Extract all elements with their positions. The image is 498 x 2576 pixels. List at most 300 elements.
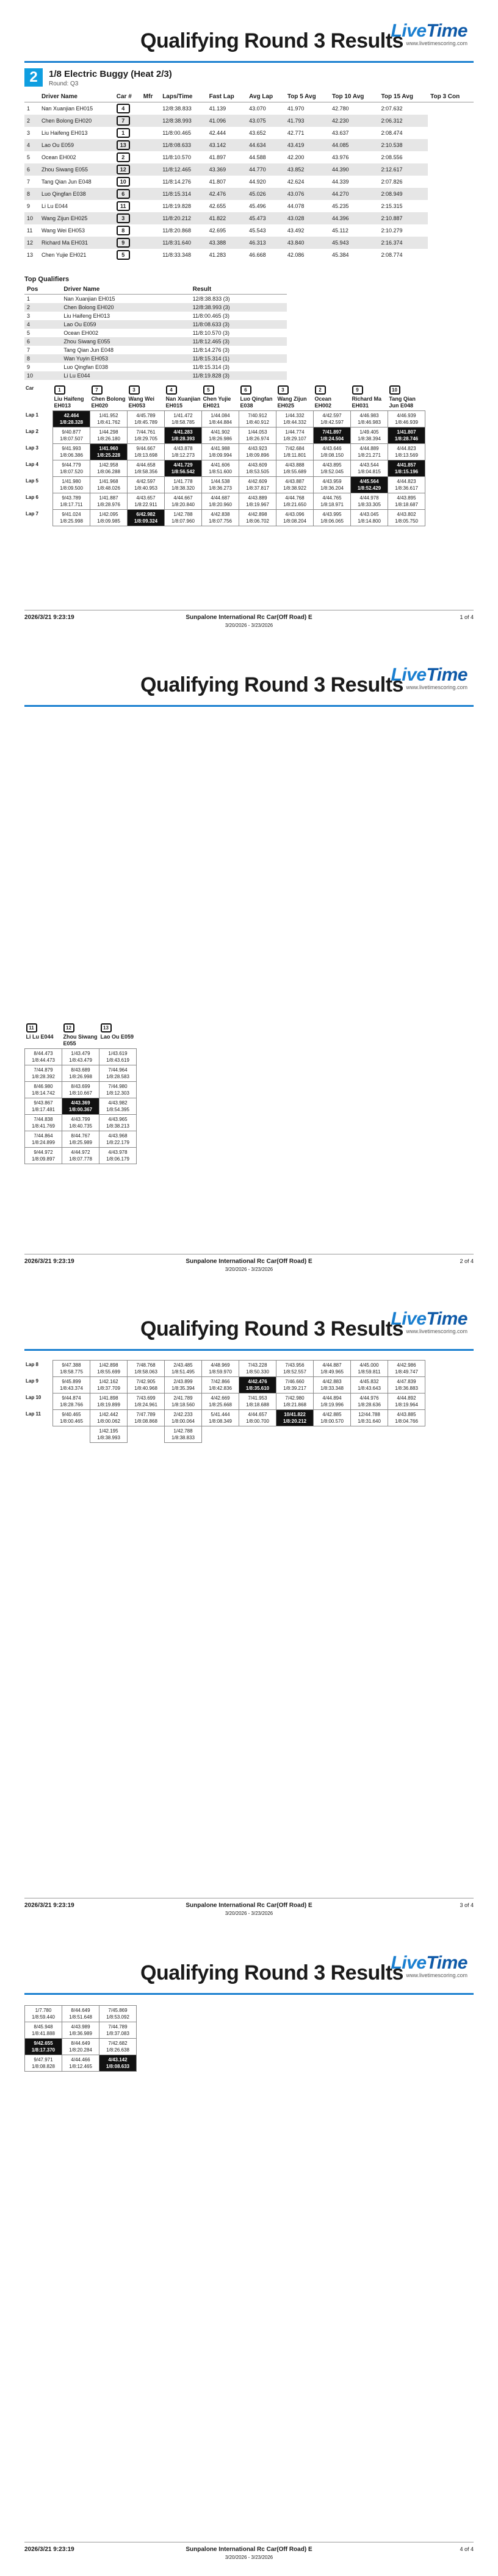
- fast-lap-cell: [165, 460, 202, 477]
- lap-time: 9/40.877: [62, 429, 81, 435]
- elapsed-time: 1/8:51.648: [69, 2014, 92, 2020]
- lap-cell: [202, 428, 239, 444]
- footer-timestamp: 2026/3/21 9:23:19: [24, 1902, 74, 1909]
- elapsed-time: 1/8:09.896: [246, 453, 269, 458]
- table-cell: 2:15.315: [381, 203, 403, 209]
- elapsed-time: 1/8:35.394: [171, 1386, 195, 1391]
- lap-cell: [202, 411, 239, 428]
- car-number-badge: 8: [117, 226, 130, 235]
- page-footer: [24, 2542, 474, 2567]
- lap-row: [25, 1065, 137, 1082]
- elapsed-time: 1/8:43.643: [358, 1386, 381, 1391]
- lap-time: 1/41.952: [99, 413, 118, 418]
- elapsed-time: 1/8:35.610: [245, 1386, 270, 1391]
- table-cell: 12/8:38.833 (3): [192, 296, 230, 302]
- lap-time: 1/42.442: [99, 1412, 118, 1417]
- lap-cell: [90, 477, 128, 493]
- table-cell: [141, 115, 160, 127]
- lap-cell: [25, 1082, 62, 1098]
- lap-cell: [239, 1361, 276, 1377]
- col-header: Fast Lap: [207, 91, 247, 102]
- lap-time: 4/43.887: [285, 479, 305, 484]
- elapsed-time: 1/8:40.953: [134, 485, 157, 491]
- table-cell: [141, 176, 160, 188]
- lap-number: Lap 7: [26, 510, 38, 517]
- car-number-cell: [114, 176, 141, 188]
- table-cell: 43.028: [285, 212, 330, 224]
- elapsed-time: 1/8:58.785: [171, 420, 195, 425]
- car-number-badge: 12: [117, 165, 130, 174]
- lap-cell: [53, 1377, 90, 1394]
- table-cell: Liu Haifeng EH013: [42, 130, 88, 136]
- page-2: [0, 644, 498, 1288]
- driver-name: Lao Ou E059: [100, 1034, 134, 1040]
- driver-column-header: [90, 384, 128, 411]
- table-cell: 11/8:08.633: [160, 139, 206, 151]
- table-row: [24, 363, 287, 371]
- lap-time: 10/41.822: [284, 1412, 306, 1417]
- table-cell: 2:08.556: [381, 154, 403, 160]
- lap-cell: [128, 460, 165, 477]
- lap-cell: [314, 1377, 351, 1394]
- table-cell: Li Lu E044: [42, 203, 68, 209]
- lap-time: 4/42.838: [211, 512, 230, 517]
- car-number-badge: 9: [117, 238, 130, 248]
- elapsed-time: 1/8:09.994: [209, 453, 232, 458]
- car-number-cell: [114, 139, 141, 151]
- heat-number-badge: 2: [24, 68, 43, 87]
- elapsed-time: 1/8:08.868: [134, 1419, 157, 1424]
- table-cell: Lao Ou E059: [61, 320, 190, 329]
- elapsed-time: 1/8:09.500: [60, 485, 83, 491]
- fast-lap-cell: [388, 460, 425, 477]
- lap-cell: [165, 444, 202, 460]
- lap-cell: [165, 1377, 202, 1394]
- col-header: Top 5 Avg: [285, 91, 330, 102]
- lap-time: 9/44.972: [34, 1150, 53, 1155]
- table-cell: 11/8:20.868: [162, 227, 192, 234]
- table-cell: 10: [24, 371, 61, 380]
- lap-cell: [202, 1377, 239, 1394]
- lap-cell: [25, 1065, 62, 1082]
- lap-time: 4/43.889: [248, 495, 267, 501]
- lap-row: [24, 1361, 425, 1377]
- fast-lap-cell: [62, 1098, 99, 1115]
- table-cell: [141, 163, 160, 176]
- car-number-badge: 5: [117, 250, 130, 260]
- lap-cell: [202, 460, 239, 477]
- lap-cell: [314, 477, 351, 493]
- elapsed-time: 1/8:17.711: [60, 502, 83, 507]
- elapsed-time: 1/8:38.922: [283, 485, 306, 491]
- lap-time: 4/46.939: [397, 413, 416, 418]
- lap-cell: [314, 1394, 351, 1410]
- elapsed-time: 1/8:08.349: [209, 1419, 232, 1424]
- table-cell: Wan Yuyin EH053: [61, 354, 190, 363]
- table-cell: 43.492: [287, 227, 305, 234]
- lap-cell: [128, 428, 165, 444]
- lap-time: 9/44.779: [62, 462, 81, 468]
- elapsed-time: 1/8:22.911: [134, 502, 157, 507]
- lap-time: 4/41.283: [173, 429, 193, 435]
- heat-name: 1/8 Electric Buggy (Heat 2/3): [49, 69, 172, 79]
- table-cell: 45.235: [331, 203, 349, 209]
- elapsed-time: 1/8:06.179: [106, 1156, 129, 1162]
- table-cell: [141, 212, 160, 224]
- col-header: Top 15 Avg: [379, 91, 428, 102]
- lap-time: 4/43.045: [359, 512, 379, 517]
- lap-time: 9/40.465: [62, 1412, 81, 1417]
- lap-time: 1/44.053: [248, 429, 267, 435]
- elapsed-time: 1/8:14.800: [358, 518, 381, 524]
- driver-name: Luo Qingfan E038: [240, 396, 273, 409]
- elapsed-time: 1/8:12.465: [69, 2064, 92, 2069]
- lap-time: 4/44.823: [397, 446, 416, 451]
- elapsed-time: 1/8:26.998: [69, 1074, 92, 1079]
- driver-column-header: [239, 384, 276, 411]
- elapsed-time: 1/8:52.429: [357, 485, 381, 491]
- lap-cell: [239, 510, 276, 526]
- table-row: [24, 312, 287, 320]
- lap-time: 7/42.682: [108, 2041, 128, 2046]
- lap-time: 4/44.768: [285, 495, 305, 501]
- elapsed-time: 1/8:36.617: [395, 485, 418, 491]
- lap-cell: [25, 1115, 62, 1131]
- lap-time: 7/42.684: [285, 446, 305, 451]
- lap-cell: [165, 1394, 202, 1410]
- driver-column-header: [202, 384, 239, 411]
- heat-round: Round: Q3: [49, 80, 79, 87]
- lap-time: 7/46.660: [285, 1379, 305, 1384]
- lap-time: 4/43.895: [322, 462, 342, 468]
- lap-row: [25, 1115, 137, 1131]
- lap-time: 4/43.657: [136, 495, 156, 501]
- car-number-cell: [114, 115, 141, 127]
- table-cell: 2:06.312: [379, 115, 428, 127]
- fast-lap-cell: [90, 444, 128, 460]
- lap-time: 1/42.898: [99, 1362, 118, 1368]
- elapsed-time: 1/8:08.150: [320, 453, 344, 458]
- elapsed-time: 1/8:42.597: [320, 420, 344, 425]
- lap-cell: [202, 1361, 239, 1377]
- lap-cell: [314, 1410, 351, 1426]
- car-number-badge: 10: [117, 177, 130, 187]
- elapsed-time: 1/8:29.107: [283, 436, 306, 442]
- elapsed-time: 1/8:18.687: [395, 502, 418, 507]
- driver-column-header: [165, 384, 202, 411]
- table-cell: 45.473: [247, 212, 285, 224]
- table-cell: 43.840: [285, 237, 330, 249]
- table-cell: [141, 200, 160, 212]
- lap-cell: [388, 444, 425, 460]
- footer-dates: 3/20/2026 - 3/23/2026: [225, 2555, 273, 2560]
- car-number-cell: [114, 102, 141, 115]
- driver-column-header: [314, 384, 351, 411]
- car-number-badge: 11: [117, 201, 130, 211]
- lap-time: 8/45.948: [34, 2024, 53, 2030]
- car-number-badge: 3: [117, 213, 130, 223]
- lap-number: Lap 1: [26, 412, 38, 418]
- elapsed-time: 1/8:19.899: [97, 1402, 120, 1408]
- elapsed-time: 1/8:41.888: [32, 2031, 55, 2036]
- elapsed-time: 1/8:24.504: [320, 436, 344, 442]
- lap-cell: [25, 1131, 62, 1148]
- lap-cell: [202, 1394, 239, 1410]
- driver-name: Ocean EH002: [314, 396, 332, 409]
- lap-time: 1/44.298: [99, 429, 118, 435]
- lap-time: 4/44.889: [359, 446, 379, 451]
- lap-time: 4/44.765: [322, 495, 342, 501]
- table-cell: 11/8:10.570: [162, 154, 192, 160]
- table-cell: 4: [24, 139, 39, 151]
- elapsed-time: 1/8:36.204: [320, 485, 344, 491]
- grid-header-row: [24, 384, 425, 411]
- lap-time: 4/44.667: [173, 495, 193, 501]
- elapsed-time: 1/8:44.332: [283, 420, 306, 425]
- elapsed-time: 1/8:06.386: [60, 453, 83, 458]
- car-number-cell: [114, 224, 141, 237]
- lap-time: 4/43.878: [173, 446, 193, 451]
- table-cell: 12/8:38.993: [160, 115, 206, 127]
- lap-grid: [24, 384, 425, 526]
- table-cell: [141, 224, 160, 237]
- footer-page-number: 3 of 4: [460, 1902, 474, 1908]
- table-cell: 41.283: [209, 252, 226, 258]
- table-cell: 42.771: [287, 130, 305, 136]
- car-number-cell: [114, 212, 141, 224]
- elapsed-time: 1/8:46.939: [395, 420, 418, 425]
- lap-time: 4/42.898: [248, 512, 267, 517]
- lap-time: 4/45.564: [359, 479, 379, 484]
- col-header-pos: [24, 91, 39, 102]
- elapsed-time: 1/8:17.370: [31, 2047, 56, 2053]
- elapsed-time: 1/8:08.204: [283, 518, 306, 524]
- lap-cell: [53, 444, 90, 460]
- table-cell: 11/8:19.828: [162, 203, 192, 209]
- table-cell: 11/8:19.828 (3): [190, 371, 287, 380]
- fast-lap-cell: [351, 477, 388, 493]
- elapsed-time: 1/8:09.985: [97, 518, 120, 524]
- lap-number: Lap 11: [26, 1411, 41, 1417]
- table-cell: Luo Qingfan E038: [63, 364, 108, 370]
- livetime-logo: LiveTime www.livetimescoring.com: [391, 21, 467, 46]
- lap-cell: [25, 2055, 62, 2072]
- lap-cell: [53, 1394, 90, 1410]
- lap-time: 4/42.609: [248, 479, 267, 484]
- lap-number: Lap 4: [26, 461, 38, 467]
- car-label: Car: [26, 385, 34, 391]
- lap-cell: [388, 1361, 425, 1377]
- lap-row: [24, 1410, 425, 1426]
- table-cell: 11/8:10.570 (3): [192, 330, 229, 336]
- lap-cell: [202, 1426, 239, 1443]
- table-cell: 1: [27, 106, 31, 112]
- table-row: [24, 249, 474, 261]
- table-cell: 13: [27, 252, 34, 258]
- lap-grid: [24, 1360, 425, 1443]
- lap-time: 4/45.000: [359, 1362, 379, 1368]
- lap-time: 4/44.972: [71, 1150, 90, 1155]
- lap-time: 1/41.778: [173, 479, 193, 484]
- table-cell: 2:07.632: [381, 106, 403, 112]
- lap-cell: [90, 1410, 128, 1426]
- table-cell: 42.200: [287, 154, 305, 160]
- elapsed-time: 1/8:44.473: [32, 1057, 55, 1063]
- col-header: Top 3 Con: [428, 91, 474, 102]
- lap-time: 8/43.689: [71, 1067, 90, 1073]
- lap-time: 9/41.024: [62, 512, 81, 517]
- lap-time: 4/44.658: [136, 462, 156, 468]
- car-number-badge: 5: [203, 385, 214, 395]
- lap-cell: [128, 1394, 165, 1410]
- driver-column-header: [99, 1022, 137, 1049]
- elapsed-time: 1/8:50.330: [246, 1369, 269, 1375]
- lap-cell: [128, 444, 165, 460]
- table-cell: 2:07.826: [381, 179, 403, 185]
- footer-page-number: 4 of 4: [460, 2546, 474, 2552]
- lap-row: [24, 1377, 425, 1394]
- lap-cell: [388, 510, 425, 526]
- lap-cell: [388, 493, 425, 510]
- elapsed-time: 1/8:38.993: [97, 1435, 120, 1440]
- table-cell: 6: [24, 163, 39, 176]
- fast-lap-cell: [25, 2039, 62, 2055]
- lap-time: 1/44.538: [211, 479, 230, 484]
- table-cell: 44.339: [331, 179, 349, 185]
- lap-cell: [202, 477, 239, 493]
- lap-cell: [239, 1394, 276, 1410]
- lap-cell: [25, 1098, 62, 1115]
- elapsed-time: 1/8:25.989: [69, 1140, 92, 1145]
- table-cell: Chen Bolong EH020: [39, 115, 114, 127]
- lap-time: 9/41.993: [62, 446, 81, 451]
- elapsed-time: 1/8:53.092: [106, 2014, 129, 2020]
- lap-time: 1/42.788: [173, 1428, 193, 1434]
- lap-time: 7/42.866: [211, 1379, 230, 1384]
- table-cell: 45.543: [249, 227, 266, 234]
- elapsed-time: 1/8:20.212: [283, 1419, 307, 1424]
- elapsed-time: 1/8:59.440: [32, 2014, 55, 2020]
- elapsed-time: 1/8:10.667: [69, 1090, 92, 1096]
- lap-time: 8/46.980: [34, 1084, 53, 1089]
- lap-time: 12/44.788: [358, 1412, 380, 1417]
- lap-time: 1/42.095: [99, 512, 118, 517]
- lap-cell: [128, 1426, 165, 1443]
- lap-row: [25, 2039, 137, 2055]
- table-cell: 1: [27, 296, 31, 302]
- footer-dates: 3/20/2026 - 3/23/2026: [225, 1267, 273, 1272]
- elapsed-time: 1/8:19.964: [395, 1402, 418, 1408]
- lap-time: 4/43.096: [285, 512, 305, 517]
- table-cell: Wang Zijun EH025: [39, 212, 114, 224]
- lap-time: 4/43.965: [108, 1117, 128, 1122]
- table-row: [24, 163, 474, 176]
- elapsed-time: 1/8:56.542: [171, 469, 195, 474]
- lap-cell: [99, 1131, 137, 1148]
- elapsed-time: 1/8:08.633: [106, 2064, 130, 2069]
- table-cell: 42.230: [330, 115, 379, 127]
- elapsed-time: 1/8:26.638: [106, 2047, 129, 2053]
- table-cell: 10: [24, 212, 39, 224]
- header-rule: [24, 705, 474, 707]
- table-cell: Tang Qian Jun E048: [63, 347, 114, 353]
- elapsed-time: 1/8:43.619: [106, 1057, 129, 1063]
- lap-time: 1/42.958: [99, 462, 118, 468]
- table-row: [24, 176, 474, 188]
- footer-event: Sunpalone International Rc Car(Off Road) E: [186, 1902, 312, 1909]
- lap-time: 2/42.233: [173, 1412, 193, 1417]
- lap-cell: [202, 493, 239, 510]
- lap-row: [25, 1131, 137, 1148]
- lap-time: 4/44.687: [211, 495, 230, 501]
- lap-time: 7/44.864: [34, 1133, 53, 1139]
- table-cell: 2:10.887: [379, 212, 428, 224]
- col-header: Result: [190, 285, 287, 295]
- page-title: Qualifying Round 3 Results: [140, 1961, 403, 1984]
- lap-time: 4/43.989: [71, 2024, 90, 2030]
- lap-time: 8/44.649: [71, 2041, 90, 2046]
- table-cell: 44.396: [330, 212, 379, 224]
- lap-time: 7/44.879: [34, 1067, 53, 1073]
- lap-cell: [239, 1426, 276, 1443]
- lap-cell: [62, 1065, 99, 1082]
- lap-time: 7/43.228: [248, 1362, 267, 1368]
- lap-cell: [62, 2055, 99, 2072]
- lap-time: 4/43.646: [322, 446, 342, 451]
- table-cell: 7: [27, 179, 31, 185]
- lap-time: 4/42.597: [136, 479, 156, 484]
- table-cell: 42.695: [209, 227, 226, 234]
- table-cell: 4: [24, 320, 61, 329]
- lap-row: [25, 2055, 137, 2072]
- page-title: Qualifying Round 3 Results: [140, 673, 403, 696]
- lap-time: 4/43.802: [397, 512, 416, 517]
- elapsed-time: 1/8:36.273: [209, 485, 232, 491]
- lap-time: 8/44.649: [71, 2008, 90, 2013]
- lap-time: 1/44.774: [285, 429, 305, 435]
- lap-time: 7/41.897: [322, 429, 342, 435]
- table-cell: 2:12.617: [379, 163, 428, 176]
- elapsed-time: 1/8:58.775: [60, 1369, 83, 1375]
- lap-cell: [351, 444, 388, 460]
- lap-time: 4/44.823: [397, 479, 416, 484]
- table-cell: 42.476: [207, 188, 247, 200]
- lap-time: 1/41.472: [173, 413, 193, 418]
- elapsed-time: 1/8:19.967: [246, 502, 269, 507]
- lap-time: 4/44.892: [397, 1395, 416, 1401]
- car-number-badge: 1: [54, 385, 65, 395]
- lap-cell: [53, 1410, 90, 1426]
- lap-time: 4/43.544: [359, 462, 379, 468]
- lap-cell: [62, 2006, 99, 2022]
- table-row: [24, 188, 474, 200]
- lap-number: Lap 8: [26, 1361, 38, 1367]
- page-footer: [24, 610, 474, 635]
- lap-time: 4/41.606: [211, 462, 230, 468]
- grid-header-row: [25, 1022, 137, 1049]
- lap-time: 8/44.473: [34, 1051, 53, 1056]
- lap-time: 4/43.923: [248, 446, 267, 451]
- lap-time: 4/45.832: [359, 1379, 379, 1384]
- driver-name: Chen Bolong EH020: [91, 396, 126, 409]
- table-row: [24, 371, 287, 380]
- lap-time: 7/42.905: [136, 1379, 156, 1384]
- table-cell: 42.444: [209, 130, 226, 136]
- driver-name: Wang Zijun EH025: [277, 396, 307, 409]
- lap-cell: [276, 510, 314, 526]
- driver-column-header: [351, 384, 388, 411]
- elapsed-time: 1/8:43.479: [69, 1057, 92, 1063]
